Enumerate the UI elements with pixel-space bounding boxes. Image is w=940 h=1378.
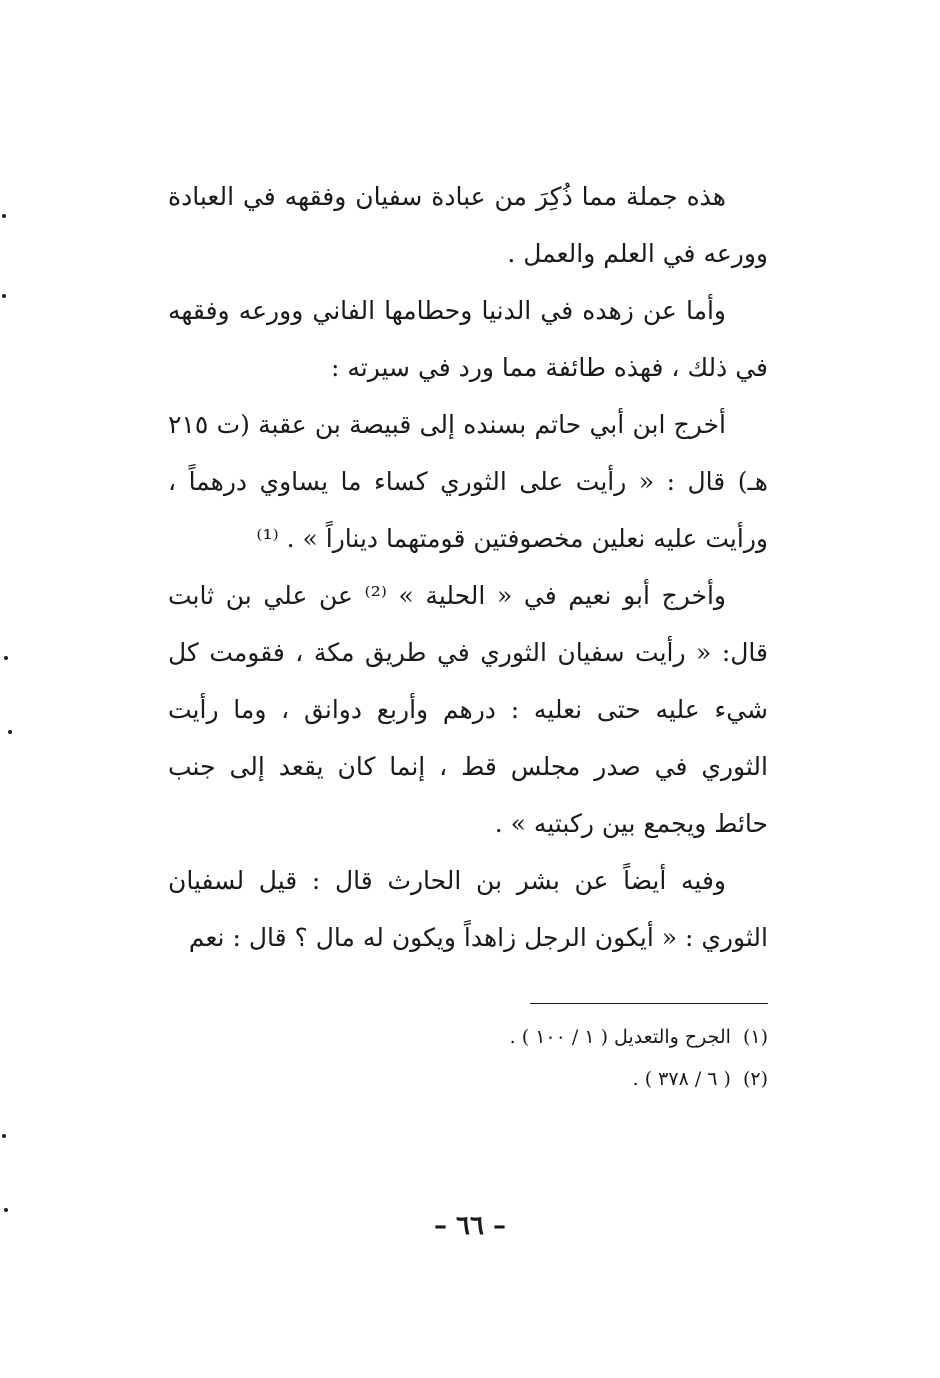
scan-mark bbox=[2, 1134, 6, 1138]
scan-mark bbox=[8, 730, 12, 734]
scan-mark bbox=[4, 656, 8, 660]
scan-mark bbox=[2, 294, 6, 298]
scan-mark bbox=[4, 1208, 8, 1212]
main-text bbox=[168, 168, 768, 966]
footnote-number: (٢) bbox=[742, 1068, 768, 1090]
paragraph-1: هذه جملة مما ذُكِرَ من عبادة سفيان وفقهه في العبادة وورعه في العلم والعمل . bbox=[168, 182, 768, 268]
page-number: – ٦٦ – bbox=[433, 1211, 507, 1241]
paragraph-3: أخرج ابن أبي حاتم بسنده إلى قبيصة بن عقبة (ت ٢١٥ هـ) قال : « رأيت على الثوري كساء ما يساوي درهماً ، ورأيت عليه نعلين مخصوفتين قومتهما ديناراً » . ⁽¹⁾ bbox=[168, 410, 768, 553]
footnote-divider bbox=[530, 1003, 768, 1004]
footnote-text: ( ٦ / ٣٧٨ ) . bbox=[632, 1068, 731, 1090]
paragraph-4: وأخرج أبو نعيم في « الحلية » ⁽²⁾ عن علي بن ثابت قال: « رأيت سفيان الثوري في طريق مكة ، فقومت كل شيء عليه حتى نعليه : درهم وأربع دوانق ، وما رأيت الثوري في صدر مجلس قط ، إنما كان يقعد إلى جنب حائط ويجمع بين ركبتيه » . bbox=[168, 581, 768, 838]
footnote-1 bbox=[400, 1016, 768, 1058]
scan-mark bbox=[2, 214, 6, 218]
paragraph-2: وأما عن زهده في الدنيا وحطامها الفاني وورعه وفقهه في ذلك ، فهذه طائفة مما ورد في سيرته : bbox=[168, 296, 768, 382]
footnote-text: الجرح والتعديل ( ١ / ١٠٠ ) . bbox=[509, 1026, 731, 1048]
paragraph-5: وفيه أيضاً عن بشر بن الحارث قال : قيل لسفيان الثوري : « أيكون الرجل زاهداً ويكون له مال ؟ قال : نعم bbox=[168, 866, 768, 952]
footnotes bbox=[400, 1016, 768, 1100]
footnote-number: (١) bbox=[742, 1026, 768, 1048]
footnote-2 bbox=[400, 1058, 768, 1100]
